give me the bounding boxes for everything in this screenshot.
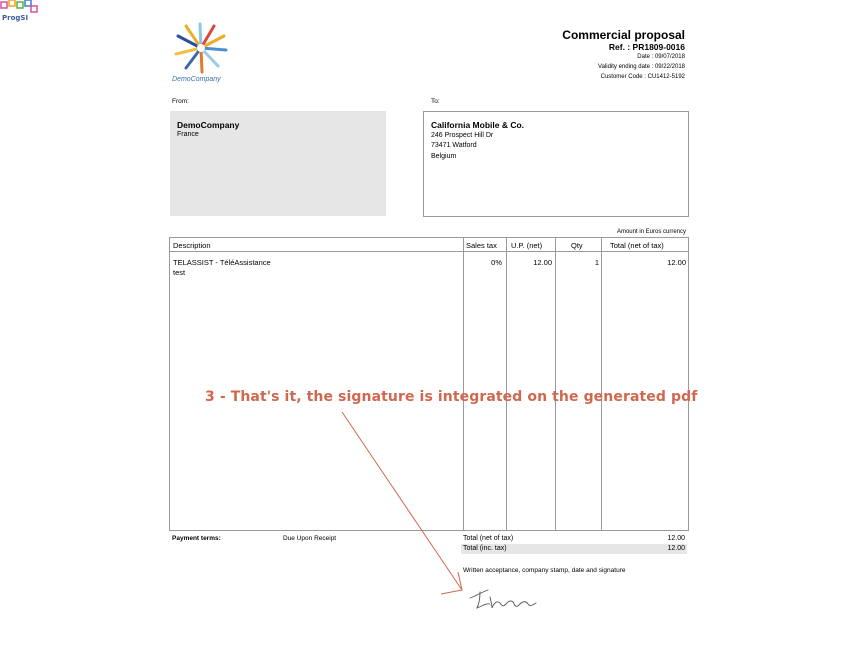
validity-date: Validity ending date : 09/22/2018	[598, 64, 685, 70]
row-sales-tax: 0%	[491, 258, 502, 267]
column-divider	[555, 238, 556, 530]
row-description: TELASSIST - TéléAssistance	[173, 258, 271, 267]
sender-name: DemoCompany	[177, 120, 240, 130]
recipient-address1: 246 Prospect Hill Dr	[431, 132, 494, 139]
recipient-box	[423, 111, 689, 217]
sender-country: France	[177, 131, 199, 138]
row-note: test	[173, 268, 186, 277]
total-inc-row	[461, 544, 687, 554]
annotation-text: 3 - That's it, the signature is integrated on the generated pdf	[205, 389, 698, 405]
company-logo-icon	[172, 22, 230, 74]
header-total: Total (net of tax)	[610, 241, 664, 250]
to-label: To:	[431, 98, 440, 105]
payment-terms-label: Payment terms:	[172, 535, 221, 542]
total-net-label: Total (net of tax)	[463, 535, 514, 542]
currency-note: Amount in Euros currency	[616, 229, 686, 235]
column-divider	[506, 238, 507, 530]
company-logo-text: DemoCompany	[172, 76, 221, 83]
recipient-address2: 73471 Watford	[431, 142, 477, 149]
document-title: Commercial proposal	[562, 28, 685, 42]
row-unit-price: 12.00	[533, 258, 552, 267]
column-divider	[463, 238, 464, 530]
total-net-value: 12.00	[667, 535, 685, 542]
row-total: 12.00	[667, 258, 686, 267]
signature-image	[470, 590, 536, 608]
total-inc-value: 12.00	[667, 545, 685, 552]
header-unit-price: U.P. (net)	[511, 241, 543, 250]
recipient-name: California Mobile & Co.	[431, 120, 525, 130]
document-date: Date : 09/07/2018	[637, 54, 685, 60]
progsi-label: ProgSI	[2, 14, 29, 22]
column-divider	[601, 238, 602, 530]
from-label: From:	[172, 98, 189, 105]
total-net-row	[461, 534, 687, 544]
acceptance-text: Written acceptance, company stamp, date and signature	[463, 567, 626, 574]
lines-table	[169, 237, 689, 531]
payment-terms-value: Due Upon Receipt	[283, 535, 337, 542]
total-inc-label: Total (inc. tax)	[463, 545, 507, 552]
row-qty: 1	[594, 258, 599, 267]
document-ref: Ref. : PR1809-0016	[608, 42, 685, 52]
header-description: Description	[173, 241, 211, 250]
sender-box	[170, 111, 386, 216]
customer-code: Customer Code : CU1412-5192	[600, 74, 685, 80]
recipient-country: Belgium	[431, 153, 457, 160]
table-header-divider	[170, 251, 688, 252]
header-qty: Qty	[571, 241, 583, 250]
header-sales-tax: Sales tax	[466, 241, 497, 250]
